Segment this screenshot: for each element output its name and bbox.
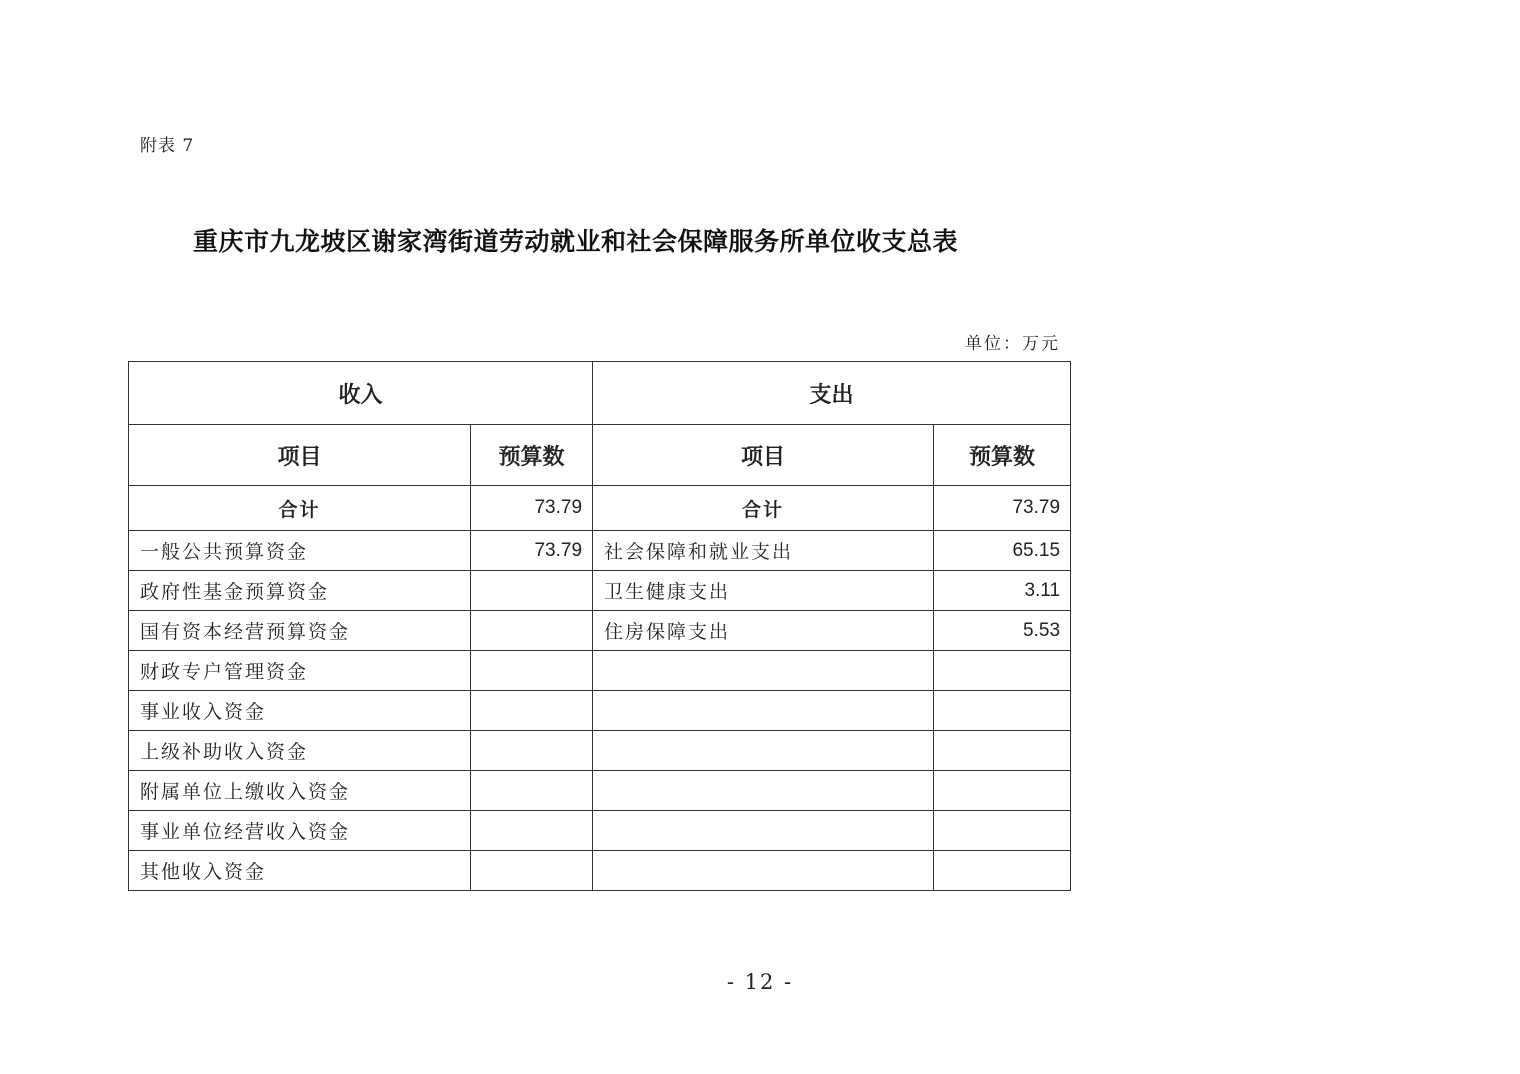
expense-value (934, 851, 1071, 891)
total-row (129, 486, 1071, 531)
income-item: 事业收入资金 (129, 691, 471, 731)
income-item: 国有资本经营预算资金 (129, 611, 471, 651)
income-item: 政府性基金预算资金 (129, 571, 471, 611)
table-row (129, 851, 1071, 891)
expense-value (934, 731, 1071, 771)
table-row (129, 531, 1071, 571)
table-row (129, 731, 1071, 771)
expense-item: 住房保障支出 (593, 611, 934, 651)
income-value: 73.79 (471, 531, 593, 571)
document-title: 重庆市九龙坡区谢家湾街道劳动就业和社会保障服务所单位收支总表 (193, 227, 959, 256)
table-row (129, 771, 1071, 811)
expense-item (593, 771, 934, 811)
expense-value (934, 651, 1071, 691)
expense-value (934, 771, 1071, 811)
income-total-label: 合计 (129, 486, 471, 531)
expense-value (934, 691, 1071, 731)
income-item: 一般公共预算资金 (129, 531, 471, 571)
expense-item (593, 731, 934, 771)
income-value (471, 651, 593, 691)
table-column-header-row (129, 425, 1071, 486)
income-value (471, 611, 593, 651)
expense-value: 65.15 (934, 531, 1071, 571)
income-value (471, 811, 593, 851)
table-row (129, 571, 1071, 611)
expense-header: 支出 (593, 362, 1071, 425)
budget-summary-table (128, 361, 1071, 891)
expense-item (593, 691, 934, 731)
income-item-header: 项目 (129, 425, 471, 486)
expense-value: 5.53 (934, 611, 1071, 651)
table-row (129, 651, 1071, 691)
expense-item: 社会保障和就业支出 (593, 531, 934, 571)
income-budget-header: 预算数 (471, 425, 593, 486)
income-value (471, 851, 593, 891)
income-value (471, 691, 593, 731)
table-row (129, 811, 1071, 851)
income-value (471, 771, 593, 811)
table-section-header-row (129, 362, 1071, 425)
expense-value (934, 811, 1071, 851)
income-item: 上级补助收入资金 (129, 731, 471, 771)
expense-item (593, 651, 934, 691)
income-item: 附属单位上缴收入资金 (129, 771, 471, 811)
expense-item (593, 851, 934, 891)
expense-item: 卫生健康支出 (593, 571, 934, 611)
expense-value: 3.11 (934, 571, 1071, 611)
income-item: 财政专户管理资金 (129, 651, 471, 691)
table-row (129, 691, 1071, 731)
expense-budget-header: 预算数 (934, 425, 1071, 486)
income-header: 收入 (129, 362, 593, 425)
unit-label: 单位：万元 (965, 334, 1060, 354)
income-item: 其他收入资金 (129, 851, 471, 891)
expense-total-label: 合计 (593, 486, 934, 531)
income-value (471, 571, 593, 611)
expense-item-header: 项目 (593, 425, 934, 486)
expense-item (593, 811, 934, 851)
income-total-value: 73.79 (471, 486, 593, 531)
income-item: 事业单位经营收入资金 (129, 811, 471, 851)
income-value (471, 731, 593, 771)
annex-label: 附表 7 (140, 136, 195, 156)
expense-total-value: 73.79 (934, 486, 1071, 531)
page-number: - 12 - (726, 970, 794, 994)
table-row (129, 611, 1071, 651)
